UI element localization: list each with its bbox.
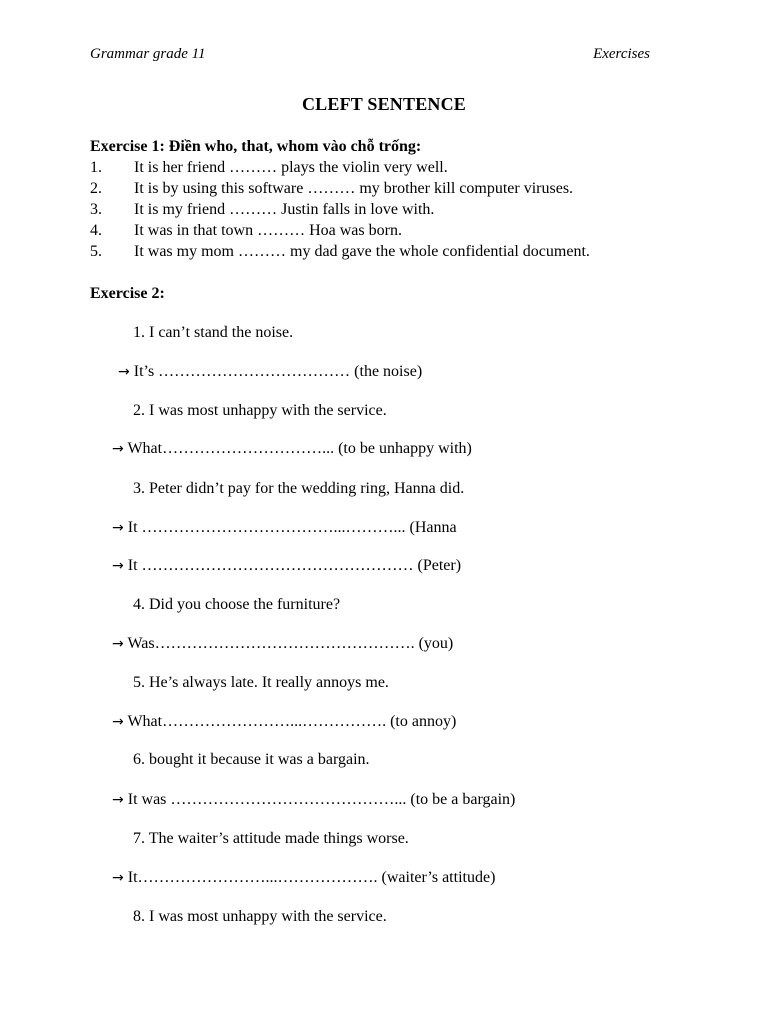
answer-text: It……………………...………………. (waiter’s attitude) <box>123 869 496 886</box>
answer-line <box>112 869 495 887</box>
arrow-right-icon: → <box>112 441 124 457</box>
item-text: It is by using this software ……… my brother kill computer viruses. <box>134 180 574 197</box>
item-number: 2. <box>90 180 102 197</box>
question-line: 8. I was most unhappy with the service. <box>133 908 387 925</box>
item-number: 3. <box>90 201 102 218</box>
item-text: It is her friend ……… plays the violin very well. <box>134 159 448 176</box>
answer-line <box>112 791 515 809</box>
exercise1-heading: Exercise 1: Điền who, that, whom vào chỗ trống: <box>90 138 422 155</box>
exercise2-heading: Exercise 2: <box>90 285 165 302</box>
item-number: 5. <box>90 243 102 260</box>
answer-text: It was ……………………………………... (to be a bargain) <box>123 791 516 808</box>
answer-text: What……………………...……………. (to annoy) <box>123 713 457 730</box>
item-text: It was in that town ……… Hoa was born. <box>134 222 402 239</box>
item-text: It was my mom ……… my dad gave the whole confidential document. <box>134 243 590 260</box>
arrow-right-icon: → <box>118 364 130 380</box>
question-line: 4. Did you choose the furniture? <box>133 596 341 613</box>
arrow-right-icon: → <box>112 520 124 536</box>
question-line: 3. Peter didn’t pay for the wedding ring, Hanna did. <box>133 480 465 497</box>
arrow-right-icon: → <box>112 792 124 808</box>
answer-line <box>112 635 453 653</box>
question-line: 5. He’s always late. It really annoys me. <box>133 674 389 691</box>
arrow-right-icon: → <box>112 636 124 652</box>
answer-line <box>118 363 422 381</box>
answer-line <box>112 440 472 458</box>
answer-line <box>112 519 457 537</box>
item-text: It is my friend ……… Justin falls in love with. <box>134 201 435 218</box>
header-left-text: Grammar grade 11 <box>90 46 206 62</box>
question-line: 2. I was most unhappy with the service. <box>133 402 387 419</box>
answer-text: It …………………………………………… (Peter) <box>123 557 462 574</box>
arrow-right-icon: → <box>112 714 124 730</box>
answer-text: What…………………………... (to be unhappy with) <box>123 440 472 457</box>
answer-text: Was…………………………………………. (you) <box>123 635 454 652</box>
answer-line <box>112 713 456 731</box>
answer-line <box>112 557 461 575</box>
arrow-right-icon: → <box>112 558 124 574</box>
arrow-right-icon: → <box>112 870 124 886</box>
question-line: 6. bought it because it was a bargain. <box>133 751 370 768</box>
item-number: 1. <box>90 159 102 176</box>
answer-text: It’s ……………………………… (the noise) <box>129 363 423 380</box>
question-line: 1. I can’t stand the noise. <box>133 324 294 341</box>
page-title: CLEFT SENTENCE <box>301 94 467 114</box>
question-line: 7. The waiter’s attitude made things worse. <box>133 830 409 847</box>
answer-text: It ………………………………...………... (Hanna <box>123 519 457 536</box>
header-right-text: Exercises <box>593 46 650 62</box>
item-number: 4. <box>90 222 102 239</box>
